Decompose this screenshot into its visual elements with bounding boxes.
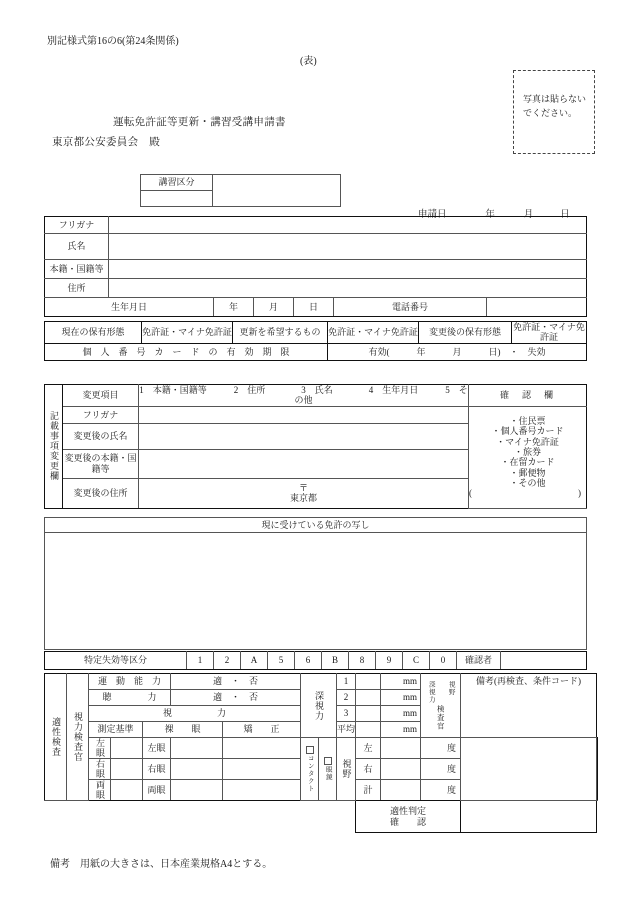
expiry-code-A[interactable]: A xyxy=(241,652,268,670)
change-new-address-input[interactable] xyxy=(139,478,469,508)
license-copy-area[interactable] xyxy=(45,533,587,650)
paren-open: ( xyxy=(469,488,472,499)
application-date-month: 月 xyxy=(523,210,534,220)
confirmer-input[interactable] xyxy=(501,652,587,670)
standard-both-eye-input[interactable] xyxy=(111,780,143,801)
remarks-cell[interactable] xyxy=(461,674,597,738)
course-category-label: 講習区分 xyxy=(141,175,213,191)
page-title: 運転免許証等更新・講習受講申請書 xyxy=(113,117,286,128)
license-copy-table xyxy=(44,517,587,650)
naked-eye-label: 裸 眼 xyxy=(143,722,223,738)
footer-note: 備考 用紙の大きさは、日本産業規格A4とする。 xyxy=(50,859,273,870)
confirm-item-other: ・その他 xyxy=(509,477,546,488)
current-format-label: 現在の保有形態 xyxy=(45,322,142,344)
prefecture-prefill: 東京都 xyxy=(289,493,317,504)
application-date-day: 日 xyxy=(560,210,570,220)
after-format-label: 変更後の保有形態 xyxy=(419,322,512,344)
field-total-unit: 度 xyxy=(421,780,461,801)
license-copy-title: 現に受けている免許の写し xyxy=(45,518,587,533)
change-furigana-label: フリガナ xyxy=(63,406,139,423)
birthdate-label: 生年月日 xyxy=(45,298,214,317)
expiry-code-0[interactable]: 0 xyxy=(430,652,457,670)
visual-field-label: 視野 xyxy=(337,738,356,801)
application-date-label: 申請日 xyxy=(418,210,447,220)
depth-average-unit: mm xyxy=(381,722,421,738)
depth-row-3-input[interactable] xyxy=(356,706,381,722)
glasses-checkbox-cell[interactable] xyxy=(319,738,337,801)
expiry-code-9[interactable]: 9 xyxy=(376,652,403,670)
course-category-code-cell[interactable] xyxy=(141,191,213,207)
contact-lens-checkbox-cell[interactable] xyxy=(301,738,319,801)
motor-ability-label: 運 動 能 力 xyxy=(89,674,171,690)
change-entry-table xyxy=(44,384,587,509)
address-label: 住所 xyxy=(45,279,109,298)
phone-input[interactable] xyxy=(487,298,587,317)
expiry-code-table xyxy=(44,651,587,670)
mynumber-expiry-label: 個 人 番 号 カ ー ド の 有 効 期 限 xyxy=(45,343,328,360)
name-label: 氏名 xyxy=(45,234,109,260)
contact-lens-label: コンタクト xyxy=(306,754,314,793)
license-holding-table xyxy=(44,321,587,361)
application-date-year: 年 xyxy=(485,210,495,220)
change-new-address-label: 変更後の住所 xyxy=(63,478,139,508)
judgement-label-a: 適性判定 xyxy=(389,806,426,817)
depth-average-label: 平均 xyxy=(337,722,356,738)
standard-both-eye-label: 両眼 xyxy=(89,780,111,801)
depth-average-input[interactable] xyxy=(356,722,381,738)
measure-standard-label: 測定基準 xyxy=(89,722,143,738)
mynumber-expiry-value[interactable]: 有効( 年 月 日) ・ 失効 xyxy=(328,343,587,360)
confirm-column-header: 確 認 欄 xyxy=(469,385,587,407)
naked-both-eye-input[interactable] xyxy=(171,780,223,801)
field-total-label: 計 xyxy=(356,780,381,801)
postal-code-mark: 〒 xyxy=(298,482,308,493)
standard-left-eye-label: 左眼 xyxy=(89,738,111,759)
confirm-item-myna-license: ・マイナ免許証 xyxy=(496,436,559,447)
furigana-label: フリガナ xyxy=(45,217,109,234)
remarks-input-area[interactable] xyxy=(597,738,598,801)
glasses-checkbox[interactable] xyxy=(324,757,332,765)
vision-examiner-label: 視力検査官 xyxy=(67,674,89,801)
field-left-label: 左 xyxy=(356,738,381,759)
judgement-label-b: 確 認 xyxy=(389,816,426,827)
renew-target-label: 更新を希望するもの xyxy=(233,322,328,344)
change-furigana-input[interactable] xyxy=(139,406,469,423)
after-format-value[interactable]: 免許証・マイナ免許証 xyxy=(513,322,585,343)
change-item-options[interactable]: 1 本籍・国籍等 2 住所 3 氏名 4 生年月日 5 その他 xyxy=(139,385,468,406)
photo-placeholder-box xyxy=(513,70,595,154)
photo-note-text: 写真は貼らないでください。 xyxy=(523,94,587,118)
naked-right-eye-label: 右眼 xyxy=(143,759,171,780)
naked-right-eye-input[interactable] xyxy=(171,759,223,780)
judgement-input[interactable] xyxy=(461,801,597,833)
depth-row-1-input[interactable] xyxy=(356,674,381,690)
confirm-item-mynumber-card: ・個人番号カード xyxy=(491,426,564,437)
contact-lens-checkbox[interactable] xyxy=(306,746,314,754)
aptitude-side-label: 適性検査 xyxy=(45,674,67,801)
field-right-unit: 度 xyxy=(421,759,461,780)
sheet-side-label: (表) xyxy=(300,56,317,67)
confirm-items-list[interactable] xyxy=(469,406,587,508)
expiry-code-6[interactable]: 6 xyxy=(295,652,322,670)
depth-row-3-unit: mm xyxy=(381,706,421,722)
depth-row-1-label: 1 xyxy=(337,674,356,690)
birth-day-label: 日 xyxy=(294,298,334,317)
aptitude-empty-spacer xyxy=(45,801,356,833)
furigana-input[interactable] xyxy=(109,217,587,234)
honseki-input[interactable] xyxy=(109,260,587,279)
corrected-eye-label: 矯 正 xyxy=(223,722,301,738)
depth-row-2-unit: mm xyxy=(381,690,421,706)
expiry-code-B[interactable]: B xyxy=(322,652,349,670)
hearing-label: 聴 力 xyxy=(89,690,171,706)
naked-both-eye-label: 両眼 xyxy=(143,780,171,801)
confirm-item-other-input[interactable] xyxy=(469,488,586,498)
field-left-input[interactable] xyxy=(381,738,421,759)
field-examiner-label-b: 視野 xyxy=(447,681,455,696)
depth-row-1-unit: mm xyxy=(381,674,421,690)
remarks-label: 備考(再検査、条件コード) xyxy=(476,676,581,686)
course-category-value[interactable] xyxy=(213,175,341,207)
expiry-code-label: 特定失効等区分 xyxy=(45,652,187,670)
phone-label: 電話番号 xyxy=(334,298,487,317)
naked-left-eye-input[interactable] xyxy=(171,738,223,759)
standard-left-eye-input[interactable] xyxy=(111,738,143,759)
vision-label: 視 力 xyxy=(89,706,301,722)
field-examiner-label-c: 検査官 xyxy=(436,704,446,730)
expiry-code-2[interactable]: 2 xyxy=(214,652,241,670)
birth-month-label: 月 xyxy=(254,298,294,317)
change-item-label: 変更項目 xyxy=(63,385,139,407)
standard-right-eye-input[interactable] xyxy=(111,759,143,780)
expiry-code-C[interactable]: C xyxy=(403,652,430,670)
expiry-code-1[interactable]: 1 xyxy=(187,652,214,670)
current-format-value[interactable]: 免許証・マイナ免許証 xyxy=(142,322,233,344)
expiry-code-5[interactable]: 5 xyxy=(268,652,295,670)
field-total-input[interactable] xyxy=(381,780,421,801)
hearing-value[interactable]: 適 ・ 否 xyxy=(171,690,301,706)
course-category-table xyxy=(140,174,341,207)
motor-ability-value[interactable]: 適 ・ 否 xyxy=(171,674,301,690)
confirm-item-juminhyo: ・住民票 xyxy=(509,415,546,426)
change-section-side-label: 記載事項変更欄 xyxy=(45,385,63,509)
field-right-label: 右 xyxy=(356,759,381,780)
birth-year-label: 年 xyxy=(214,298,254,317)
addressee: 東京都公安委員会 殿 xyxy=(52,137,160,148)
expiry-code-8[interactable]: 8 xyxy=(349,652,376,670)
form-number: 別記様式第16の6(第24条関係) xyxy=(47,36,179,47)
aptitude-test-table xyxy=(44,673,598,833)
confirmer-label: 確認者 xyxy=(457,652,501,670)
depth-perception-label: 深視力 xyxy=(301,674,337,738)
depth-row-2-label: 2 xyxy=(337,690,356,706)
name-input[interactable] xyxy=(109,234,587,260)
judgement-label-cell xyxy=(356,801,461,833)
confirm-item-passport: ・旅券 xyxy=(513,446,541,457)
change-new-honseki-label: 変更後の本籍・国籍等 xyxy=(63,449,139,478)
corrected-right-eye-input[interactable] xyxy=(223,759,301,780)
honseki-label: 本籍・国籍等 xyxy=(45,260,109,279)
change-new-name-label: 変更後の氏名 xyxy=(63,423,139,449)
confirm-item-residence-card: ・在留カード xyxy=(500,457,555,468)
address-input[interactable] xyxy=(109,279,587,298)
glasses-label: 眼鏡 xyxy=(324,766,332,781)
depth-row-3-label: 3 xyxy=(337,706,356,722)
corrected-both-eye-input[interactable] xyxy=(223,780,301,801)
standard-right-eye-label: 右眼 xyxy=(89,759,111,780)
field-right-input[interactable] xyxy=(381,759,421,780)
field-examiner-input[interactable] xyxy=(461,738,597,801)
field-left-unit: 度 xyxy=(421,738,461,759)
depth-row-2-input[interactable] xyxy=(356,690,381,706)
renew-target-value[interactable]: 免許証・マイナ免許証 xyxy=(328,322,419,344)
field-examiner-label xyxy=(421,674,461,738)
field-examiner-label-a: 深視力 xyxy=(427,681,435,704)
confirm-item-mail: ・郵便物 xyxy=(509,467,546,478)
personal-info-table xyxy=(44,216,587,317)
change-new-honseki-input[interactable] xyxy=(139,449,469,478)
change-new-name-input[interactable] xyxy=(139,423,469,449)
corrected-left-eye-input[interactable] xyxy=(223,738,301,759)
paren-close: ) xyxy=(578,488,581,499)
naked-left-eye-label: 左眼 xyxy=(143,738,171,759)
